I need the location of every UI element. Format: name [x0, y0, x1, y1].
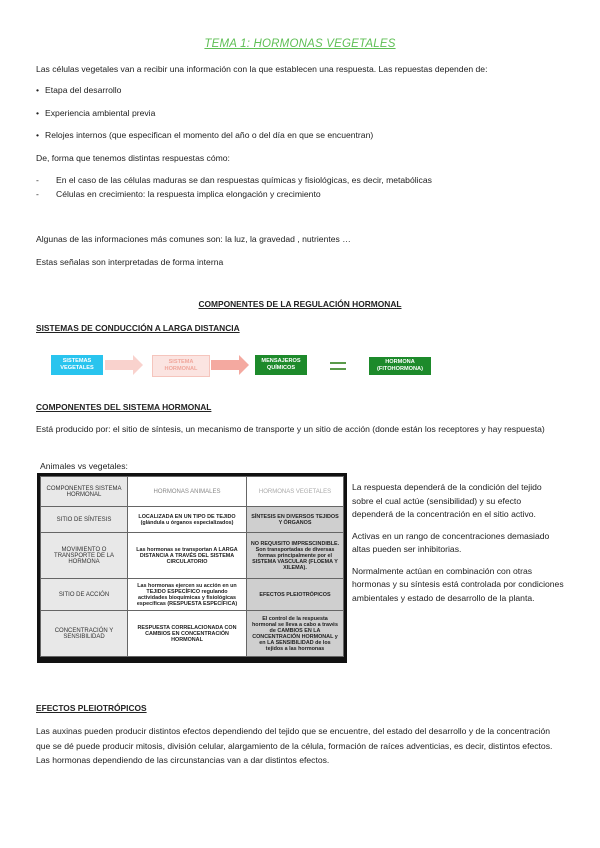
intro-text: Las células vegetales van a recibir una información con la que establecen una respuesta. Las repuestas dependen de:: [36, 64, 488, 74]
table-header-cell: HORMONAS ANIMALES: [128, 477, 247, 507]
subsection-title: COMPONENTES DEL SISTEMA HORMONAL: [36, 402, 212, 412]
dash-marker: -: [36, 175, 39, 185]
pleiotropic-text: Las auxinas pueden producir distintos efectos dependiendo del tejido que se encuentre, del estado del desarrollo y de la concentración que se dé puede producir mitosis, división celular, alargamiento de la célula, formación de raíces adventicias, es decir, distintos efectos. Las hormonas dependiendo de las circunstancias van a dar distintos efectos.: [36, 726, 553, 765]
list-item: • Etapa del desarrollo: [36, 84, 566, 97]
table-row: [41, 507, 344, 533]
side-note: Normalmente actúan en combinación con otras hormonas y su síntesis está controlada por condiciones ambientales y estado de desarrollo de la planta.: [352, 565, 564, 603]
table-cell: EFECTOS PLEIOTRÓPICOS: [247, 579, 344, 611]
table-header-cell: COMPONENTES SISTEMA HORMONAL: [41, 477, 128, 507]
table-cell: El control de la respuesta hormonal se lleva a cabo a través de CAMBIOS EN LA CONCENTRACIÓN HORMONAL y en LA SENSIBILIDAD de los tejidos a las hormonas: [247, 611, 344, 657]
table-cell: MOVIMIENTO O TRANSPORTE DE LA HORMONA: [41, 533, 128, 579]
produced-by-text: Está producido por: el sitio de síntesis, un mecanismo de transporte y un sitio de acción (donde están los receptores y hay respuesta): [36, 424, 545, 434]
table-cell: LOCALIZADA EN UN TIPO DE TEJIDO (glándula u órganos especializados): [128, 507, 247, 533]
table-row: [41, 579, 344, 611]
arrow-icon: [105, 360, 133, 370]
table-cell: NO REQUISITO IMPRESCINDIBLE. Son transportadas de diversas formas principalmente por el SISTEMA VASCULAR (FLOEMA Y XILEMA).: [247, 533, 344, 579]
flow-box-sistemas-vegetales: SISTEMAS VEGETALES: [51, 355, 103, 375]
arrow-icon: [211, 360, 239, 370]
side-note: La respuesta dependerá de la condición del tejido sobre el cual actúe (sensibilidad) y su efecto dependerá de la concentración en el sitio activo.: [352, 482, 542, 519]
table-cell: SITIO DE ACCIÓN: [41, 579, 128, 611]
table-cell: RESPUESTA CORRELACIONADA CON CAMBIOS EN CONCENTRACIÓN HORMONAL: [128, 611, 247, 657]
dash-marker: -: [36, 189, 39, 199]
table-cell: SÍNTESIS EN DIVERSOS TEJIDOS Y ÓRGANOS: [247, 507, 344, 533]
list-item: - En el caso de las células maduras se dan respuestas químicas y fisiológicas, es decir, metabólicas: [36, 175, 432, 185]
side-notes: [352, 481, 564, 613]
table-cell: Las hormonas se transportan A LARGA DISTANCIA A TRAVÉS DEL SISTEMA CIRCULATORIO: [128, 533, 247, 579]
equals-icon: [330, 368, 346, 370]
comparison-table: [40, 476, 344, 657]
responses-intro: De, forma que tenemos distintas respuestas cómo:: [36, 153, 230, 163]
section-title: COMPONENTES DE LA REGULACIÓN HORMONAL: [198, 299, 402, 309]
table-header-cell: HORMONAS VEGETALES: [247, 477, 344, 507]
arrow-icon: [239, 355, 249, 375]
table-cell: SITIO DE SÍNTESIS: [41, 507, 128, 533]
list-item: - Células en crecimiento: la respuesta implica elongación y crecimiento: [36, 189, 321, 199]
side-note: Activas en un rango de concentraciones demasiado altas pueden ser inhibitorias.: [352, 530, 550, 554]
table-row: [41, 533, 344, 579]
flow-box-sistema-hormonal: SISTEMA HORMONAL: [152, 355, 210, 377]
signals-text: Estas señalas son interpretadas de forma interna: [36, 257, 224, 267]
flow-box-hormona: HORMONA (FITOHORMONA): [369, 357, 431, 375]
animals-vs-plants-label: Animales vs vegetales:: [40, 461, 128, 471]
list-item: • Relojes internos (que especifican el momento del año o del día en que se encuentran): [36, 129, 566, 142]
equals-icon: [330, 362, 346, 364]
subsection-title: EFECTOS PLEIOTRÓPICOS: [36, 703, 147, 713]
arrow-icon: [133, 355, 143, 375]
table-row: [41, 611, 344, 657]
table-cell: CONCENTRACIÓN Y SENSIBILIDAD: [41, 611, 128, 657]
table-cell: Las hormonas ejercen su acción en un TEJIDO ESPECÍFICO regulando actividades bioquímicas y fisiológicas específicas (RESPUESTA ESPECÍFICA): [128, 579, 247, 611]
subsection-title: SISTEMAS DE CONDUCCIÓN A LARGA DISTANCIA: [36, 323, 240, 333]
list-item: • Experiencia ambiental previa: [36, 107, 566, 120]
table-header-row: [41, 477, 344, 507]
info-common-text: Algunas de las informaciones más comunes son: la luz, la gravedad , nutrientes …: [36, 234, 351, 244]
page-title: TEMA 1: HORMONAS VEGETALES: [204, 38, 396, 50]
flow-box-mensajeros-quimicos: MENSAJEROS QUÍMICOS: [255, 355, 307, 375]
